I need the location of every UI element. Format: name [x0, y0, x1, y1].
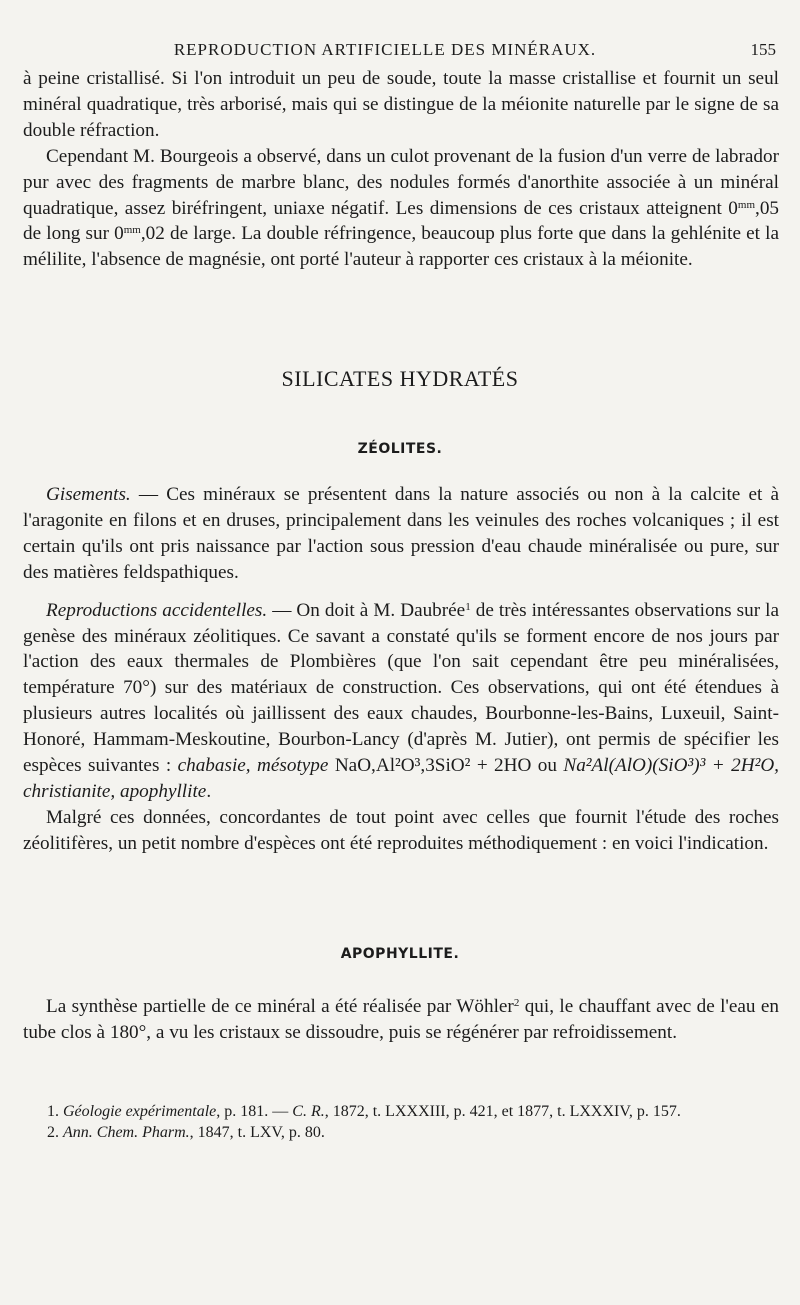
- footnote-1: 1. Géologie expérimentale, p. 181. — C. R., 1872, t. LXXXIII, p. 421, et 1877, t. LXXXIV, p. 157.: [47, 1103, 681, 1120]
- apophyllite-text: [23, 994, 779, 1046]
- formula-mesotype: NaO,Al²O³,3SiO² + 2HO ou: [328, 755, 564, 777]
- paragraph-intro: à peine cristallisé. Si l'on introduit un peu de soude, toute la masse cristallise et fournit un seul minéral quadratique, très arborisé, mais qui se distingue de la méionite naturelle par le signe de sa double réfraction.: [23, 68, 779, 141]
- section-title-silicates: SILICATES HYDRATÉS: [281, 366, 519, 391]
- unit-mm: mm: [737, 198, 756, 211]
- paragraph-synthese: La synthèse partielle de ce minéral a été réalisée par Wöhler$^2$ qui, le chauffant avec de l'eau en tube clos à 180°, a vu les cristaux se dissoudre, puis se régénérer par refroidissement.: [23, 996, 779, 1043]
- unit-mm: mm: [123, 224, 141, 237]
- subsection-title-apophyllite: APOPHYLLITE.: [340, 946, 460, 962]
- label-gisements: Gisements.: [46, 484, 131, 505]
- subsection-title-zeolites: ZÉOLITES.: [357, 441, 443, 457]
- footnote-mark-2: 2: [513, 997, 520, 1009]
- paragraph-malgre: Malgré ces données, concordantes de tout point avec celles que fournit l'étude des roches zéolitifères, un petit nombre d'espèces ont été reproduites méthodiquement : en voici l'indication.: [23, 806, 779, 854]
- label-reproductions: Reproductions accidentelles.: [46, 599, 268, 621]
- paragraph-reproductions: Reproductions accidentelles. — On doit à M. Daubrée$^1$ de très intéressantes observations sur la genèse des minéraux zéolitiques. Ce savant a constaté qu'ils se forment encore de nos jours par l'action des eaux thermales de Plombières (que l'on sait cependant être peu minéralisées, température 70°) sur des matériaux de construction. Ces observations, qui ont été étendues à plusieurs autres localités où jaillissent des eaux chaudes, Bourbonne-les-Bains, Luxeuil, Saint-Honoré, Hammam-Meskoutine, Bourbon-Lancy (d'après M. Jutier), ont permis de spécifier les espèces suivantes : chabasie, mésotype NaO,Al²O³,3SiO² + 2HO ou Na²Al(AlO)(SiO³)³ + 2H²O, christianite, apophyllite.: [23, 599, 779, 802]
- formula-mesotype-alt: Na²Al(AlO)(SiO³)³ + 2H²O, christianite, apophyllite: [23, 755, 779, 802]
- footnote-2: 2. Ann. Chem. Pharm., 1847, t. LXV, p. 80.: [47, 1123, 325, 1141]
- running-title: REPRODUCTION ARTIFICIELLE DES MINÉRAUX.: [173, 40, 597, 59]
- page-header: [0, 40, 800, 66]
- footnote-mark-1: 1: [465, 600, 471, 613]
- footnotes: [47, 1102, 777, 1143]
- intro-text: [23, 66, 779, 273]
- paragraph-gisements: Gisements. — Ces minéraux se présentent dans la nature associés ou non à la calcite et à l'aragonite en filons et en druses, principalement dans les veinules des roches volcaniques ; il est certain qu'ils ont pris naissance par l'action sous pression d'eau chaude minéralisée ou pure, sur des matières feldspathiques.: [23, 484, 779, 583]
- paragraph-bourgeois: Cependant M. Bourgeois a observé, dans un culot provenant de la fusion d'un verre de labrador pur avec des fragments de marbre blanc, des nodules formés d'anorthite associée à un minéral quadratique, assez biréfringent, uniaxe négatif. Les dimensions de ces cristaux atteignent $0^{mm},05$ de long sur $0^{mm},02$ de large. La double réfringence, beaucoup plus forte que dans la gehlénite et la mélilite, l'absence de magnésie, ont porté l'auteur à rapporter ces cristaux à la méionite.: [23, 145, 779, 271]
- page-number: 155: [750, 40, 776, 59]
- zeolites-text: [23, 482, 779, 857]
